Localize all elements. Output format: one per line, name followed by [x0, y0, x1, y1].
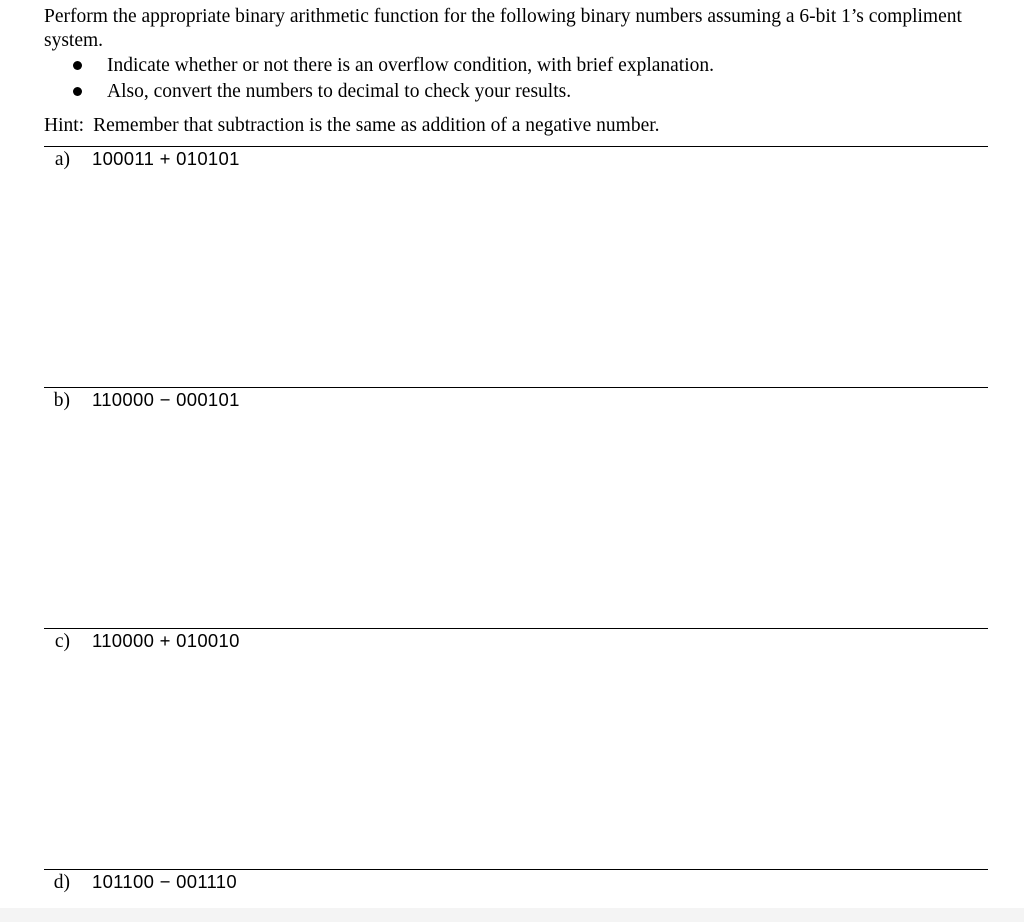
problem-a — [44, 148, 240, 174]
problem-label: d) — [53, 872, 70, 893]
bullet-text: Also, convert the numbers to decimal to check your results. — [107, 81, 572, 102]
problem-c — [44, 630, 240, 656]
divider-line — [44, 146, 988, 147]
hint-label: Hint: — [44, 115, 85, 136]
problem-label: b) — [53, 390, 70, 411]
hint-line — [44, 114, 660, 138]
bullet-text: Indicate whether or not there is an overflow condition, with brief explanation. — [107, 55, 715, 76]
problem-expression: 101100 − 001110 — [92, 871, 237, 892]
page-bottom-edge — [0, 908, 1024, 922]
divider-line — [44, 869, 988, 870]
instruction-bullets — [70, 53, 714, 105]
bullet-icon — [73, 87, 82, 96]
problem-expression: 110000 − 000101 — [92, 389, 240, 410]
bullet-item-overflow — [70, 53, 714, 79]
divider-line — [44, 628, 988, 629]
bullet-icon — [73, 61, 82, 70]
problem-label: c) — [54, 631, 70, 652]
hint-text: Remember that subtraction is the same as addition of a negative number. — [93, 115, 660, 136]
problem-b — [44, 389, 240, 415]
problem-expression: 100011 + 010101 — [92, 148, 240, 169]
problem-d — [44, 871, 237, 897]
bullet-item-convert — [70, 79, 714, 105]
problem-label: a) — [54, 149, 70, 170]
problem-expression: 110000 + 010010 — [92, 630, 240, 651]
intro-paragraph: Perform the appropriate binary arithmetic function for the following binary numbers assuming a 6-bit 1’s compliment system. — [44, 6, 962, 51]
divider-line — [44, 387, 988, 388]
